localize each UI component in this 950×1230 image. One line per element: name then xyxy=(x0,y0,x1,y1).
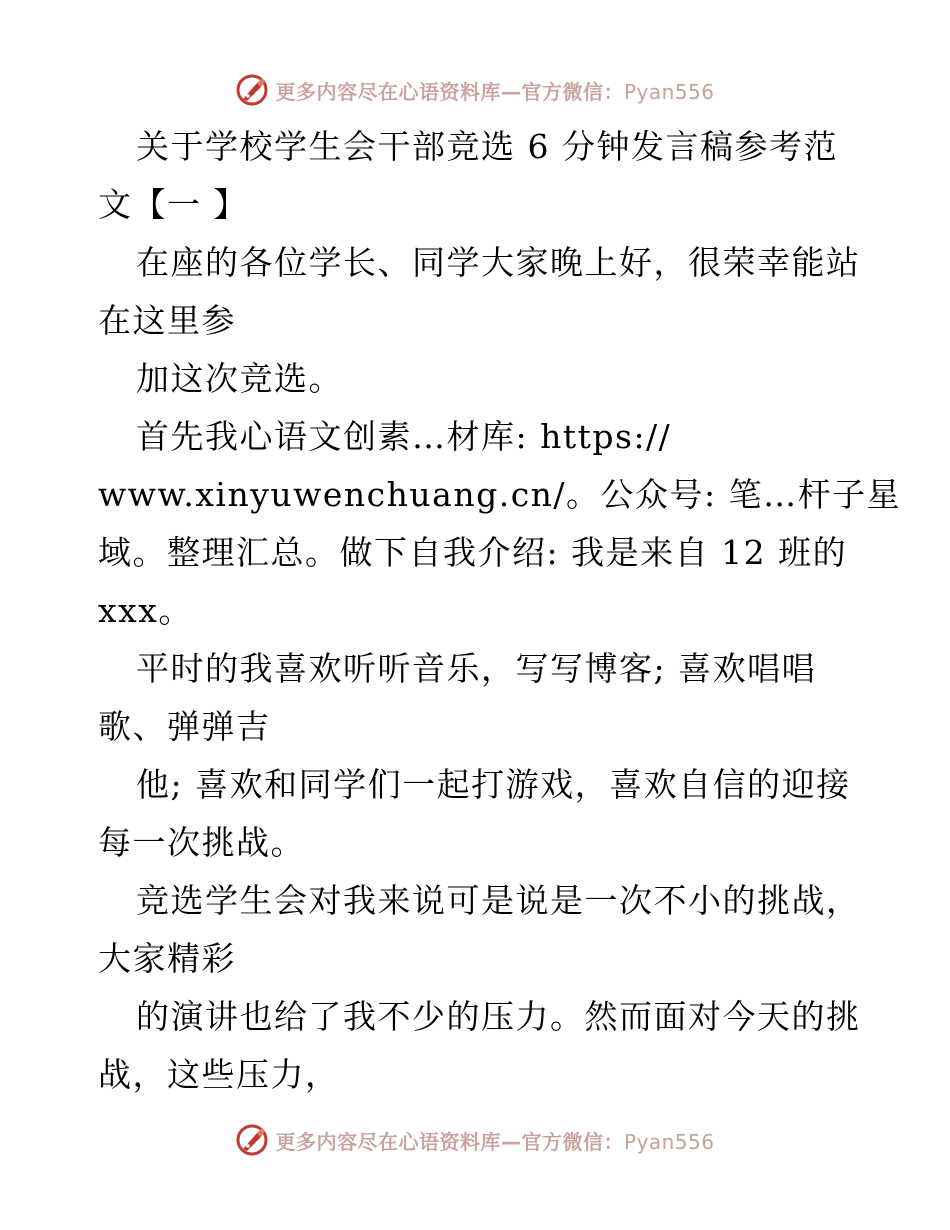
document-title-line-1: 关于学校学生会干部竞选 6 分钟发言稿参考范 xyxy=(136,127,838,166)
footer-banner-text xyxy=(275,1126,714,1155)
header-banner-prefix: 更多内容尽在心语资料库 xyxy=(275,79,501,104)
paragraph-line: 在这里参 xyxy=(98,301,236,340)
paragraph-line: 他; 喜欢和同学们一起打游戏，喜欢自信的迎接 xyxy=(136,765,851,804)
paragraph-line: 歌、弹弹吉 xyxy=(98,707,271,746)
footer-banner xyxy=(0,1120,950,1160)
header-banner-dash: — xyxy=(500,79,522,104)
header-banner xyxy=(0,70,950,110)
paragraph-line: xxx。 xyxy=(98,591,193,630)
paragraph-line: 首先我心语文创素…材库: https:// xyxy=(136,417,672,456)
footer-banner-handle: Pyan556 xyxy=(623,1129,715,1154)
footer-banner-prefix: 更多内容尽在心语资料库 xyxy=(275,1129,501,1154)
paragraph-line: 竞选学生会对我来说可是说是一次不小的挑战， xyxy=(136,881,861,920)
paragraph-line: 域。整理汇总。做下自我介绍: 我是来自 12 班的 xyxy=(98,533,848,572)
document-title-line-2: 文【一 】 xyxy=(98,185,248,224)
paragraph-line: www.xinyuwenchuang.cn/。公众号: 笔…杆子星 xyxy=(98,475,902,514)
paragraph-line: 战，这些压力， xyxy=(98,1055,340,1094)
header-banner-wechat: 官方微信： xyxy=(521,79,624,104)
paragraph-line: 在座的各位学长、同学大家晚上好，很荣幸能站 xyxy=(136,243,861,282)
paragraph-line: 加这次竞选。 xyxy=(136,359,343,398)
paragraph-line: 大家精彩 xyxy=(98,939,236,978)
pen-nib-logo-icon xyxy=(235,73,269,107)
paragraph-line: 的演讲也给了我不少的压力。然而面对今天的挑 xyxy=(136,997,861,1036)
footer-banner-wechat: 官方微信： xyxy=(521,1129,624,1154)
footer-banner-dash: — xyxy=(500,1129,522,1154)
header-banner-handle: Pyan556 xyxy=(623,79,715,104)
pen-nib-logo-icon xyxy=(235,1123,269,1157)
paragraph-line: 每一次挑战。 xyxy=(98,823,305,862)
document-body xyxy=(98,118,902,1104)
header-banner-text xyxy=(275,76,714,105)
paragraph-line: 平时的我喜欢听听音乐，写写博客; 喜欢唱唱 xyxy=(136,649,817,688)
